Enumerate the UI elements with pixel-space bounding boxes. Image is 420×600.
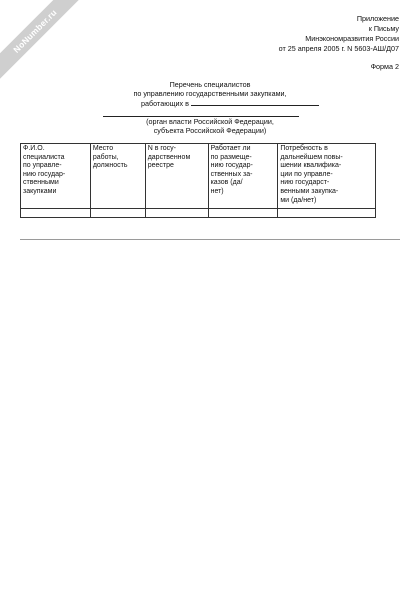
column-header-works-on-orders: Работает ли по размеще- нию государ- ственных за- казов (да/ нет) <box>208 144 278 209</box>
document-title <box>0 80 420 108</box>
table-header-row <box>21 144 376 209</box>
table-cell <box>208 209 278 218</box>
table-cell <box>145 209 208 218</box>
title-line-3-text: работающих в <box>141 99 189 108</box>
organization-caption <box>0 117 420 135</box>
header-line: Приложение <box>356 14 399 23</box>
header-line: к Письму <box>368 24 399 33</box>
column-header-workplace: Место работы, должность <box>90 144 145 209</box>
org-caption-line-2: субъекта Российской Федерации) <box>153 126 267 135</box>
appendix-header <box>279 14 399 54</box>
header-line: Минэкономразвития России <box>305 34 399 43</box>
column-header-fio: Ф.И.О. специалиста по управле- нию государ- ственными закупками <box>21 144 91 209</box>
table-cell <box>90 209 145 218</box>
specialists-table <box>20 143 376 218</box>
watermark-ribbon: NoNumber.ru <box>0 0 94 90</box>
column-header-training-need: Потребность в дальнейшем повы- шении квалифика- ции по управле- нию государст- венными закупка- ми (да/нет) <box>278 144 376 209</box>
page-divider <box>20 239 400 240</box>
org-caption-line-1: (орган власти Российской Федерации, <box>146 117 274 126</box>
title-line-3 <box>0 98 420 108</box>
header-line: от 25 апреля 2005 г. N 5603-АШ/Д07 <box>278 44 399 53</box>
table-empty-row <box>21 209 376 218</box>
column-header-registry-number: N в госу- дарственном реестре <box>145 144 208 209</box>
title-line-2: по управлению государственными закупками, <box>133 89 287 98</box>
form-label: Форма 2 <box>370 62 399 71</box>
table-cell <box>21 209 91 218</box>
title-line-1: Перечень специалистов <box>169 80 251 89</box>
table-cell <box>278 209 376 218</box>
organization-blank-line <box>191 98 319 106</box>
